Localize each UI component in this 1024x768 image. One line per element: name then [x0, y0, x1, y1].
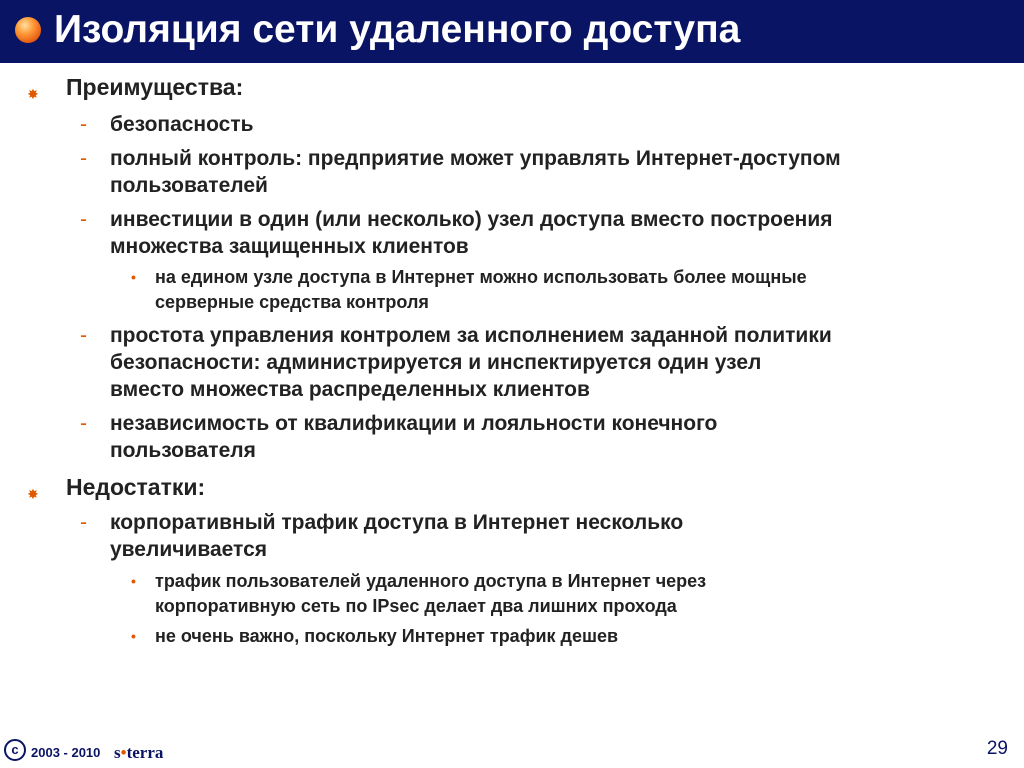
dash-bullet: -: [80, 511, 87, 534]
sub-list-item: трафик пользователей удаленного доступа в Интернет через: [155, 571, 707, 591]
list-item-continuation: увеличивается: [110, 538, 267, 561]
dash-bullet: -: [80, 324, 87, 347]
list-item: независимость от квалификации и лояльности конечного: [110, 412, 718, 435]
list-item: простота управления контролем за исполнением заданной политики: [110, 324, 832, 347]
list-item: инвестиции в один (или несколько) узел доступа вместо построения: [110, 208, 833, 231]
sub-list-item: на едином узле доступа в Интернет можно использовать более мощные: [155, 267, 807, 287]
sub-list-item-continuation: корпоративную сеть по IPsec делает два лишних прохода: [155, 596, 677, 616]
list-item: полный контроль: предприятие может управлять Интернет-доступом: [110, 147, 841, 170]
list-item-continuation: пользователей: [110, 174, 268, 197]
list-item-continuation: вместо множества распределенных клиентов: [110, 378, 590, 401]
list-item-continuation: множества защищенных клиентов: [110, 235, 469, 258]
dash-bullet: -: [80, 113, 87, 136]
sub-list-item: не очень важно, поскольку Интернет трафик дешев: [155, 626, 619, 646]
slide-title: Изоляция сети удаленного доступа: [54, 8, 741, 51]
list-item-continuation: пользователя: [110, 439, 256, 462]
star-bullet-icon: ✸: [27, 86, 39, 102]
dot-bullet: •: [131, 573, 136, 589]
dash-bullet: -: [80, 208, 87, 231]
footer-years: 2003 - 2010: [31, 745, 101, 760]
dot-bullet: •: [131, 628, 136, 644]
list-item: безопасность: [110, 113, 254, 136]
section-heading-advantages: Преимущества:: [66, 74, 244, 100]
list-item: корпоративный трафик доступа в Интернет несколько: [110, 511, 684, 534]
section-heading-disadvantages: Недостатки:: [66, 474, 206, 500]
dash-bullet: -: [80, 412, 87, 435]
copyright-icon: c: [4, 739, 26, 761]
dot-bullet: •: [131, 269, 136, 285]
s-terra-logo: s•terra: [114, 743, 164, 762]
sub-list-item-continuation: серверные средства контроля: [155, 292, 429, 312]
page-number: 29: [986, 738, 1008, 759]
list-item-continuation: безопасности: администрируется и инспектируется один узел: [110, 351, 762, 374]
dash-bullet: -: [80, 147, 87, 170]
star-bullet-icon: ✸: [27, 486, 39, 502]
